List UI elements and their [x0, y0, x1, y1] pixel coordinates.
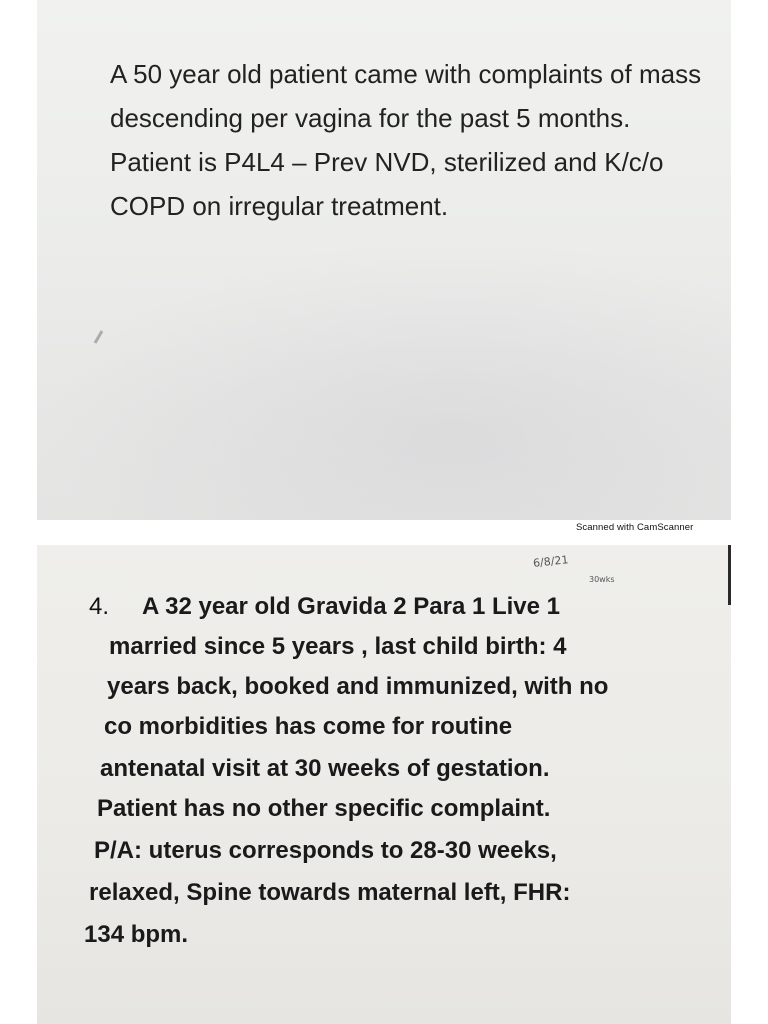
case-line: relaxed, Spine towards maternal left, FHR:: [89, 879, 571, 906]
bottom-case-photo: [37, 545, 731, 1024]
top-case-photo: [37, 0, 731, 520]
case-line: P/A: uterus corresponds to 28-30 weeks,: [94, 837, 557, 864]
case-number: 4.: [89, 593, 110, 620]
case-line: 134 bpm.: [84, 921, 189, 948]
paper-shadow: [37, 240, 731, 520]
case-line: antenatal visit at 30 weeks of gestation.: [100, 755, 550, 782]
case-line: years back, booked and immunized, with no: [107, 673, 609, 700]
case-line: Patient has no other specific complaint.: [97, 795, 551, 822]
top-case-paragraph: A 50 year old patient came with complaints of mass descending per vagina for the past 5 months. Patient is P4L4 – Prev NVD, sterilized and K/c/o COPD on irregular treatment.: [110, 59, 702, 221]
handwritten-weeks: 30wks: [589, 575, 615, 584]
case-line: A 32 year old Gravida 2 Para 1 Live 1: [142, 593, 561, 620]
case-line: co morbidities has come for routine: [104, 713, 513, 740]
scanner-watermark: Scanned with CamScanner: [576, 522, 694, 533]
page-edge: [728, 545, 731, 605]
handwritten-date: 6/8/21: [532, 553, 569, 570]
case-line: married since 5 years , last child birth: 4: [109, 633, 567, 660]
